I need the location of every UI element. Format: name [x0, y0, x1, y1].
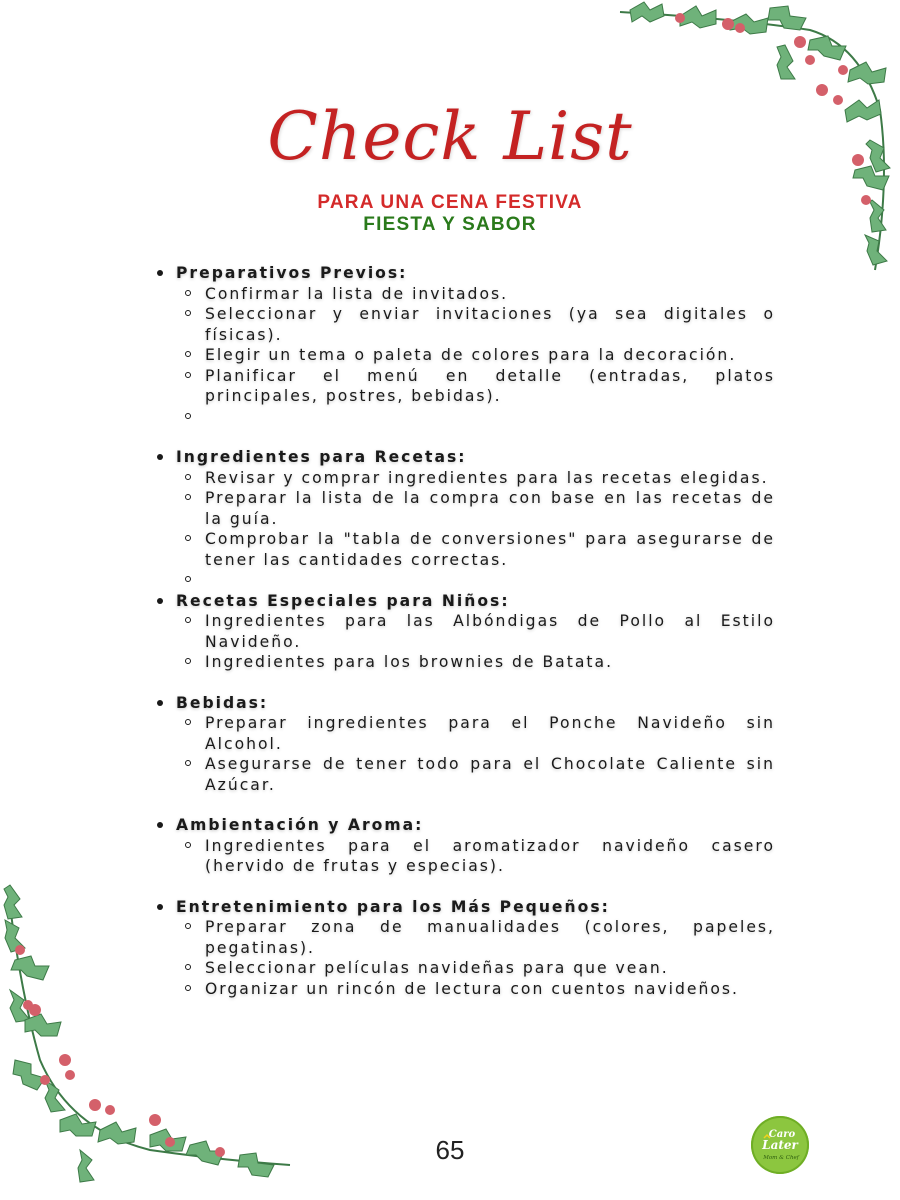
list-item: Comprobar la "tabla de conversiones" para asegurarse de tener las cantidades correctas. — [155, 529, 775, 570]
section-heading: Ambientación y Aroma: — [155, 815, 775, 836]
list-item: Elegir un tema o paleta de colores para la decoración. — [155, 345, 775, 366]
page-subtitle-secondary: FIESTA Y SABOR — [363, 214, 537, 235]
page-title: Check List — [267, 98, 633, 175]
list-item: Preparar zona de manualidades (colores, papeles, pegatinas). — [155, 917, 775, 958]
logo-badge-icon — [751, 1116, 809, 1174]
logo-text: Caro — [768, 1129, 796, 1140]
section-recetas-ninos — [155, 591, 775, 673]
list-item: Organizar un rincón de lectura con cuentos navideños. — [155, 979, 775, 1000]
section-bebidas — [155, 693, 775, 796]
page-subtitle: PARA UNA CENA FESTIVA — [317, 192, 583, 213]
logo-text: Later — [762, 1138, 798, 1152]
section-heading: Preparativos Previos: — [155, 263, 775, 284]
list-item: Ingredientes para las Albóndigas de Pollo al Estilo Navideño. — [155, 611, 775, 652]
list-item: Asegurarse de tener todo para el Chocolate Caliente sin Azúcar. — [155, 754, 775, 795]
section-ambientacion — [155, 815, 775, 877]
list-item — [155, 407, 775, 428]
list-item: Seleccionar y enviar invitaciones (ya sea digitales o físicas). — [155, 304, 775, 345]
section-entretenimiento — [155, 897, 775, 1000]
section-ingredientes — [155, 447, 775, 591]
list-item: Ingredientes para los brownies de Batata. — [155, 652, 775, 673]
section-heading: Ingredientes para Recetas: — [155, 447, 775, 468]
checklist — [155, 263, 775, 1019]
logo-text: Mom & Chef — [763, 1155, 799, 1161]
section-heading: Entretenimiento para los Más Pequeños: — [155, 897, 775, 918]
list-item: Planificar el menú en detalle (entradas, platos principales, postres, bebidas). — [155, 366, 775, 407]
section-heading: Recetas Especiales para Niños: — [155, 591, 775, 612]
list-item — [155, 570, 775, 591]
list-item: Preparar ingredientes para el Ponche Navideño sin Alcohol. — [155, 713, 775, 754]
list-item: Seleccionar películas navideñas para que vean. — [155, 958, 775, 979]
section-heading: Bebidas: — [155, 693, 775, 714]
list-item: Confirmar la lista de invitados. — [155, 284, 775, 305]
list-item: Ingredientes para el aromatizador navideño casero (hervido de frutas y especias). — [155, 836, 775, 877]
page-number: 65 — [435, 1135, 465, 1165]
section-preparativos — [155, 263, 775, 427]
list-item: Preparar la lista de la compra con base en las recetas de la guía. — [155, 488, 775, 529]
list-item: Revisar y comprar ingredientes para las recetas elegidas. — [155, 468, 775, 489]
